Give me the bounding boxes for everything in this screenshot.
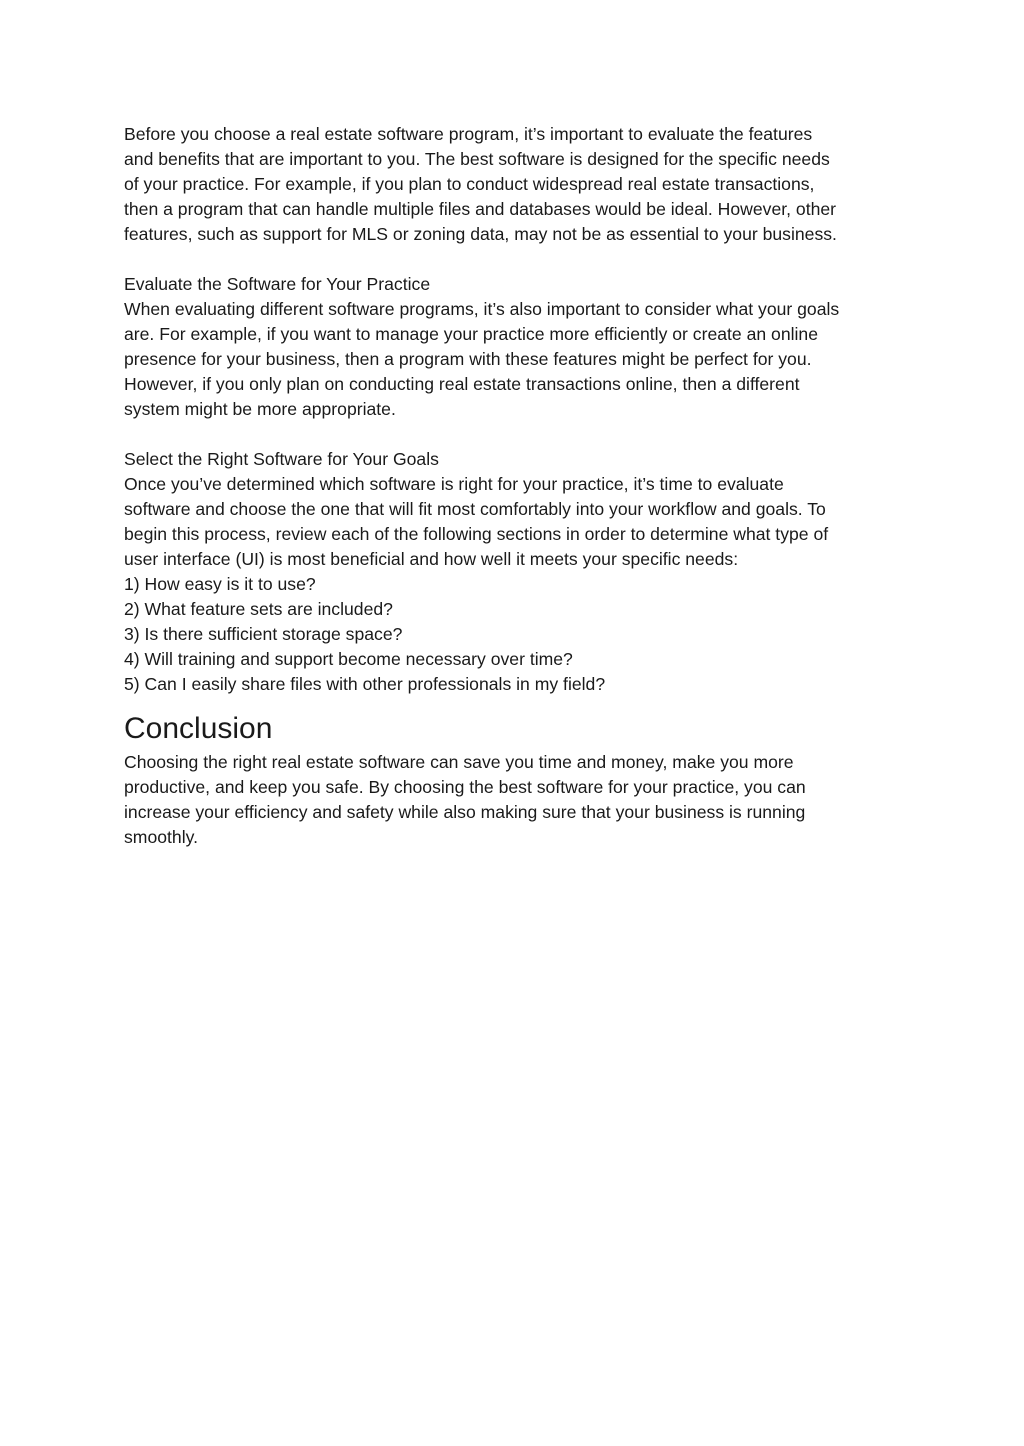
paragraph-spacer [124, 422, 914, 447]
list-item: 1) How easy is it to use? [124, 574, 316, 594]
evaluate-section [124, 272, 914, 422]
conclusion-line: productive, and keep you safe. By choosing the best software for your practice, you can [124, 777, 806, 797]
list-item: 4) Will training and support become necessary over time? [124, 649, 573, 669]
intro-line: and benefits that are important to you. The best software is designed for the specific needs [124, 149, 830, 169]
intro-paragraph [124, 122, 914, 247]
document-page [124, 122, 914, 850]
conclusion-heading: Conclusion [124, 712, 273, 745]
question-list [124, 572, 914, 697]
conclusion-line: smoothly. [124, 827, 198, 847]
conclusion-line: increase your efficiency and safety while also making sure that your business is running [124, 802, 806, 822]
evaluate-line: However, if you only plan on conducting real estate transactions online, then a different [124, 374, 800, 394]
select-section-title: Select the Right Software for Your Goals [124, 449, 439, 469]
conclusion-paragraph [124, 750, 914, 850]
intro-line: Before you choose a real estate software program, it’s important to evaluate the features [124, 124, 813, 144]
evaluate-line: system might be more appropriate. [124, 399, 396, 419]
evaluate-line: When evaluating different software programs, it’s also important to consider what your goals [124, 299, 840, 319]
list-item: 5) Can I easily share files with other professionals in my field? [124, 674, 606, 694]
conclusion-line: Choosing the right real estate software can save you time and money, make you more [124, 752, 794, 772]
intro-line: features, such as support for MLS or zoning data, may not be as essential to your business. [124, 224, 837, 244]
list-item: 2) What feature sets are included? [124, 599, 393, 619]
select-line: Once you’ve determined which software is right for your practice, it’s time to evaluate [124, 474, 784, 494]
evaluate-line: presence for your business, then a program with these features might be perfect for you. [124, 349, 812, 369]
select-line: user interface (UI) is most beneficial and how well it meets your specific needs: [124, 549, 739, 569]
select-line: software and choose the one that will fit most comfortably into your workflow and goals. To [124, 499, 826, 519]
select-line: begin this process, review each of the following sections in order to determine what type of [124, 524, 829, 544]
evaluate-section-title: Evaluate the Software for Your Practice [124, 274, 431, 294]
select-section [124, 447, 914, 697]
intro-line: then a program that can handle multiple files and databases would be ideal. However, other [124, 199, 837, 219]
evaluate-line: are. For example, if you want to manage your practice more efficiently or create an online [124, 324, 818, 344]
intro-line: of your practice. For example, if you plan to conduct widespread real estate transactions, [124, 174, 815, 194]
list-item: 3) Is there sufficient storage space? [124, 624, 403, 644]
paragraph-spacer [124, 247, 914, 272]
